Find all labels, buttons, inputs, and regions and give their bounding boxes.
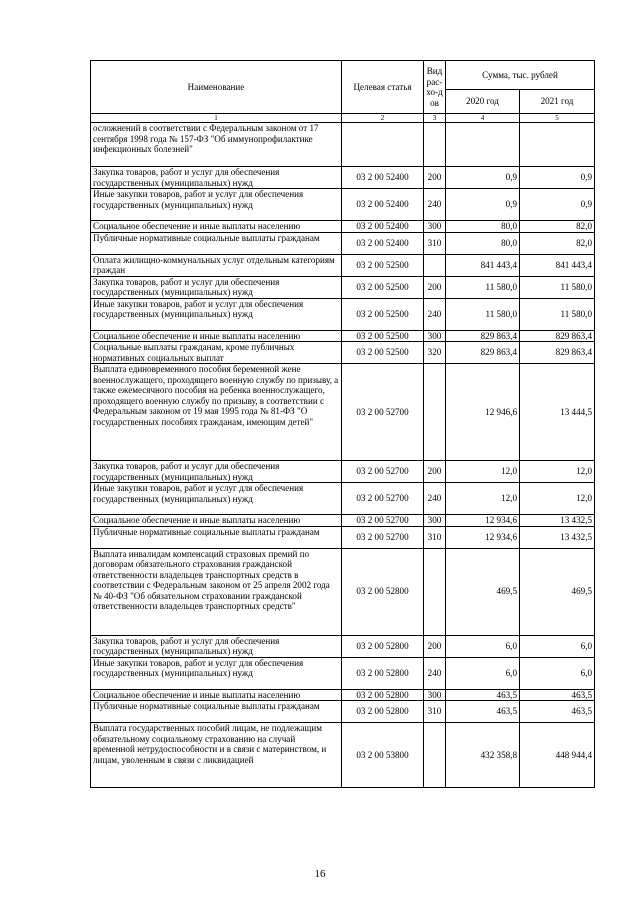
row-name: осложнений в соответствии с Федеральным законом от 17 сентября 1998 года № 157-ФЗ "Об иммунопрофилактике инфекционных болезней"	[91, 123, 342, 167]
row-expense-type: 240	[424, 298, 446, 330]
row-amount-2020	[446, 123, 520, 167]
row-amount-2021: 13 432,5	[520, 526, 595, 548]
row-amount-2021: 82,0	[520, 221, 595, 233]
row-expense-type: 200	[424, 635, 446, 657]
row-expense-type: 240	[424, 483, 446, 515]
row-amount-2021: 469,5	[520, 548, 595, 635]
table-row	[91, 221, 595, 233]
table-row	[91, 483, 595, 515]
row-expense-type: 320	[424, 342, 446, 364]
row-target-article: 03 2 00 52500	[342, 298, 424, 330]
row-target-article: 03 2 00 52700	[342, 461, 424, 483]
row-amount-2021: 829 863,4	[520, 342, 595, 364]
row-target-article: 03 2 00 52700	[342, 526, 424, 548]
row-expense-type: 310	[424, 701, 446, 723]
row-target-article: 03 2 00 52800	[342, 701, 424, 723]
row-amount-2021	[520, 123, 595, 167]
row-amount-2020: 0,9	[446, 189, 520, 221]
table-row	[91, 657, 595, 689]
row-target-article: 03 2 00 52800	[342, 548, 424, 635]
row-amount-2020: 12,0	[446, 483, 520, 515]
row-amount-2020: 6,0	[446, 657, 520, 689]
row-expense-type: 200	[424, 276, 446, 298]
row-target-article: 03 2 00 52700	[342, 364, 424, 461]
row-name: Выплата единовременного пособия беременной жене военнослужащего, проходящего военную службу по призыву, а также ежемесячного пособия на ребенка военнослужащего, проходящего военную службу по призыву, в соответствии с Федеральным законом от 19 мая 1995 года № 81-ФЗ "О государственных пособиях гражданам, имеющим детей"	[91, 364, 342, 461]
page-number: 16	[314, 868, 326, 880]
row-expense-type	[424, 364, 446, 461]
row-name: Выплата инвалидам компенсаций страховых премий по договорам обязательного страхования гражданской ответственности владельцев транспортных средств в соответствии с Федеральным законом от 25 апреля 2002 года № 40-ФЗ "Об обязательном страховании гражданской ответственности владельцев транспортных средств"	[91, 548, 342, 635]
row-amount-2020: 829 863,4	[446, 342, 520, 364]
row-amount-2021: 0,9	[520, 167, 595, 189]
row-name: Выплата государственных пособий лицам, не подлежащим обязательному социальному страхованию на случай временной нетрудоспособности и в связи с материнством, и лицам, уволенным в связи с ликвидацией	[91, 723, 342, 788]
row-target-article: 03 2 00 52800	[342, 689, 424, 701]
row-target-article: 03 2 00 53800	[342, 723, 424, 788]
table-row	[91, 189, 595, 221]
row-target-article: 03 2 00 52500	[342, 342, 424, 364]
row-name: Закупка товаров, работ и услуг для обеспечения государственных (муниципальных) нужд	[91, 167, 342, 189]
row-expense-type: 300	[424, 221, 446, 233]
row-amount-2020: 12 934,6	[446, 515, 520, 527]
row-name: Социальное обеспечение и иные выплаты населению	[91, 221, 342, 233]
row-expense-type: 200	[424, 461, 446, 483]
row-amount-2021: 12,0	[520, 483, 595, 515]
row-expense-type	[424, 548, 446, 635]
row-amount-2020: 0,9	[446, 167, 520, 189]
row-name: Социальное обеспечение и иные выплаты населению	[91, 330, 342, 342]
table-row	[91, 548, 595, 635]
table-row	[91, 298, 595, 330]
row-amount-2021: 6,0	[520, 657, 595, 689]
column-number: 4	[446, 114, 520, 123]
row-amount-2021: 463,5	[520, 701, 595, 723]
row-amount-2020: 12 934,6	[446, 526, 520, 548]
row-amount-2020: 12 946,6	[446, 364, 520, 461]
row-amount-2021: 11 580,0	[520, 298, 595, 330]
row-amount-2020: 80,0	[446, 232, 520, 254]
row-amount-2021: 829 863,4	[520, 330, 595, 342]
row-amount-2021: 463,5	[520, 689, 595, 701]
row-target-article: 03 2 00 52700	[342, 515, 424, 527]
header-target-article: Целевая статья	[342, 61, 424, 114]
row-expense-type: 300	[424, 515, 446, 527]
row-amount-2021: 11 580,0	[520, 276, 595, 298]
row-target-article: 03 2 00 52400	[342, 167, 424, 189]
row-amount-2021: 841 443,4	[520, 254, 595, 276]
row-target-article: 03 2 00 52700	[342, 483, 424, 515]
row-amount-2021: 0,9	[520, 189, 595, 221]
row-amount-2020: 11 580,0	[446, 298, 520, 330]
row-amount-2020: 432 358,8	[446, 723, 520, 788]
table-row	[91, 254, 595, 276]
column-number: 1	[91, 114, 342, 123]
row-amount-2021: 13 444,5	[520, 364, 595, 461]
row-target-article: 03 2 00 52400	[342, 221, 424, 233]
row-expense-type: 200	[424, 167, 446, 189]
table-row	[91, 689, 595, 701]
row-target-article: 03 2 00 52400	[342, 189, 424, 221]
row-amount-2020: 463,5	[446, 689, 520, 701]
row-name: Закупка товаров, работ и услуг для обеспечения государственных (муниципальных) нужд	[91, 276, 342, 298]
row-target-article: 03 2 00 52500	[342, 276, 424, 298]
table-row	[91, 364, 595, 461]
row-expense-type	[424, 123, 446, 167]
table-row	[91, 723, 595, 788]
row-amount-2020: 841 443,4	[446, 254, 520, 276]
row-expense-type	[424, 254, 446, 276]
header-expense-type: Вид рас-хо-дов	[424, 61, 446, 114]
table-row	[91, 167, 595, 189]
row-amount-2021: 6,0	[520, 635, 595, 657]
row-name: Публичные нормативные социальные выплаты гражданам	[91, 232, 342, 254]
row-amount-2021: 82,0	[520, 232, 595, 254]
row-amount-2020: 469,5	[446, 548, 520, 635]
row-name: Закупка товаров, работ и услуг для обеспечения государственных (муниципальных) нужд	[91, 635, 342, 657]
row-name: Иные закупки товаров, работ и услуг для обеспечения государственных (муниципальных) нужд	[91, 483, 342, 515]
table-row	[91, 123, 595, 167]
row-target-article: 03 2 00 52500	[342, 330, 424, 342]
row-name: Публичные нормативные социальные выплаты гражданам	[91, 526, 342, 548]
row-expense-type: 300	[424, 689, 446, 701]
row-amount-2020: 829 863,4	[446, 330, 520, 342]
row-target-article: 03 2 00 52800	[342, 657, 424, 689]
row-expense-type: 310	[424, 232, 446, 254]
row-expense-type: 240	[424, 657, 446, 689]
row-name: Иные закупки товаров, работ и услуг для обеспечения государственных (муниципальных) нужд	[91, 298, 342, 330]
row-name: Иные закупки товаров, работ и услуг для обеспечения государственных (муниципальных) нужд	[91, 189, 342, 221]
row-name: Социальное обеспечение и иные выплаты населению	[91, 515, 342, 527]
table-row	[91, 461, 595, 483]
row-amount-2020: 80,0	[446, 221, 520, 233]
row-target-article: 03 2 00 52500	[342, 254, 424, 276]
row-amount-2021: 448 944,4	[520, 723, 595, 788]
row-name: Иные закупки товаров, работ и услуг для обеспечения государственных (муниципальных) нужд	[91, 657, 342, 689]
column-number: 5	[520, 114, 595, 123]
row-expense-type: 310	[424, 526, 446, 548]
row-expense-type: 300	[424, 330, 446, 342]
table-row	[91, 232, 595, 254]
row-amount-2020: 11 580,0	[446, 276, 520, 298]
row-name: Социальное обеспечение и иные выплаты населению	[91, 689, 342, 701]
table-row	[91, 526, 595, 548]
row-name: Социальные выплаты гражданам, кроме публичных нормативных социальных выплат	[91, 342, 342, 364]
row-amount-2020: 6,0	[446, 635, 520, 657]
row-target-article: 03 2 00 52800	[342, 635, 424, 657]
column-number: 2	[342, 114, 424, 123]
table-row	[91, 515, 595, 527]
row-expense-type	[424, 723, 446, 788]
table-row	[91, 635, 595, 657]
row-name: Публичные нормативные социальные выплаты гражданам	[91, 701, 342, 723]
header-2020: 2020 год	[446, 90, 520, 114]
table-row	[91, 276, 595, 298]
row-amount-2021: 12,0	[520, 461, 595, 483]
row-name: Закупка товаров, работ и услуг для обеспечения государственных (муниципальных) нужд	[91, 461, 342, 483]
row-name: Оплата жилищно-коммунальных услуг отдельным категориям граждан	[91, 254, 342, 276]
header-sum: Сумма, тыс. рублей	[446, 61, 595, 90]
row-amount-2020: 12,0	[446, 461, 520, 483]
row-amount-2021: 13 432,5	[520, 515, 595, 527]
table-row	[91, 701, 595, 723]
row-target-article: 03 2 00 52400	[342, 232, 424, 254]
column-number: 3	[424, 114, 446, 123]
table-row	[91, 342, 595, 364]
table-row	[91, 330, 595, 342]
row-expense-type: 240	[424, 189, 446, 221]
row-amount-2020: 463,5	[446, 701, 520, 723]
header-name: Наименование	[91, 61, 342, 114]
row-target-article	[342, 123, 424, 167]
budget-table	[90, 60, 595, 788]
header-2021: 2021 год	[520, 90, 595, 114]
